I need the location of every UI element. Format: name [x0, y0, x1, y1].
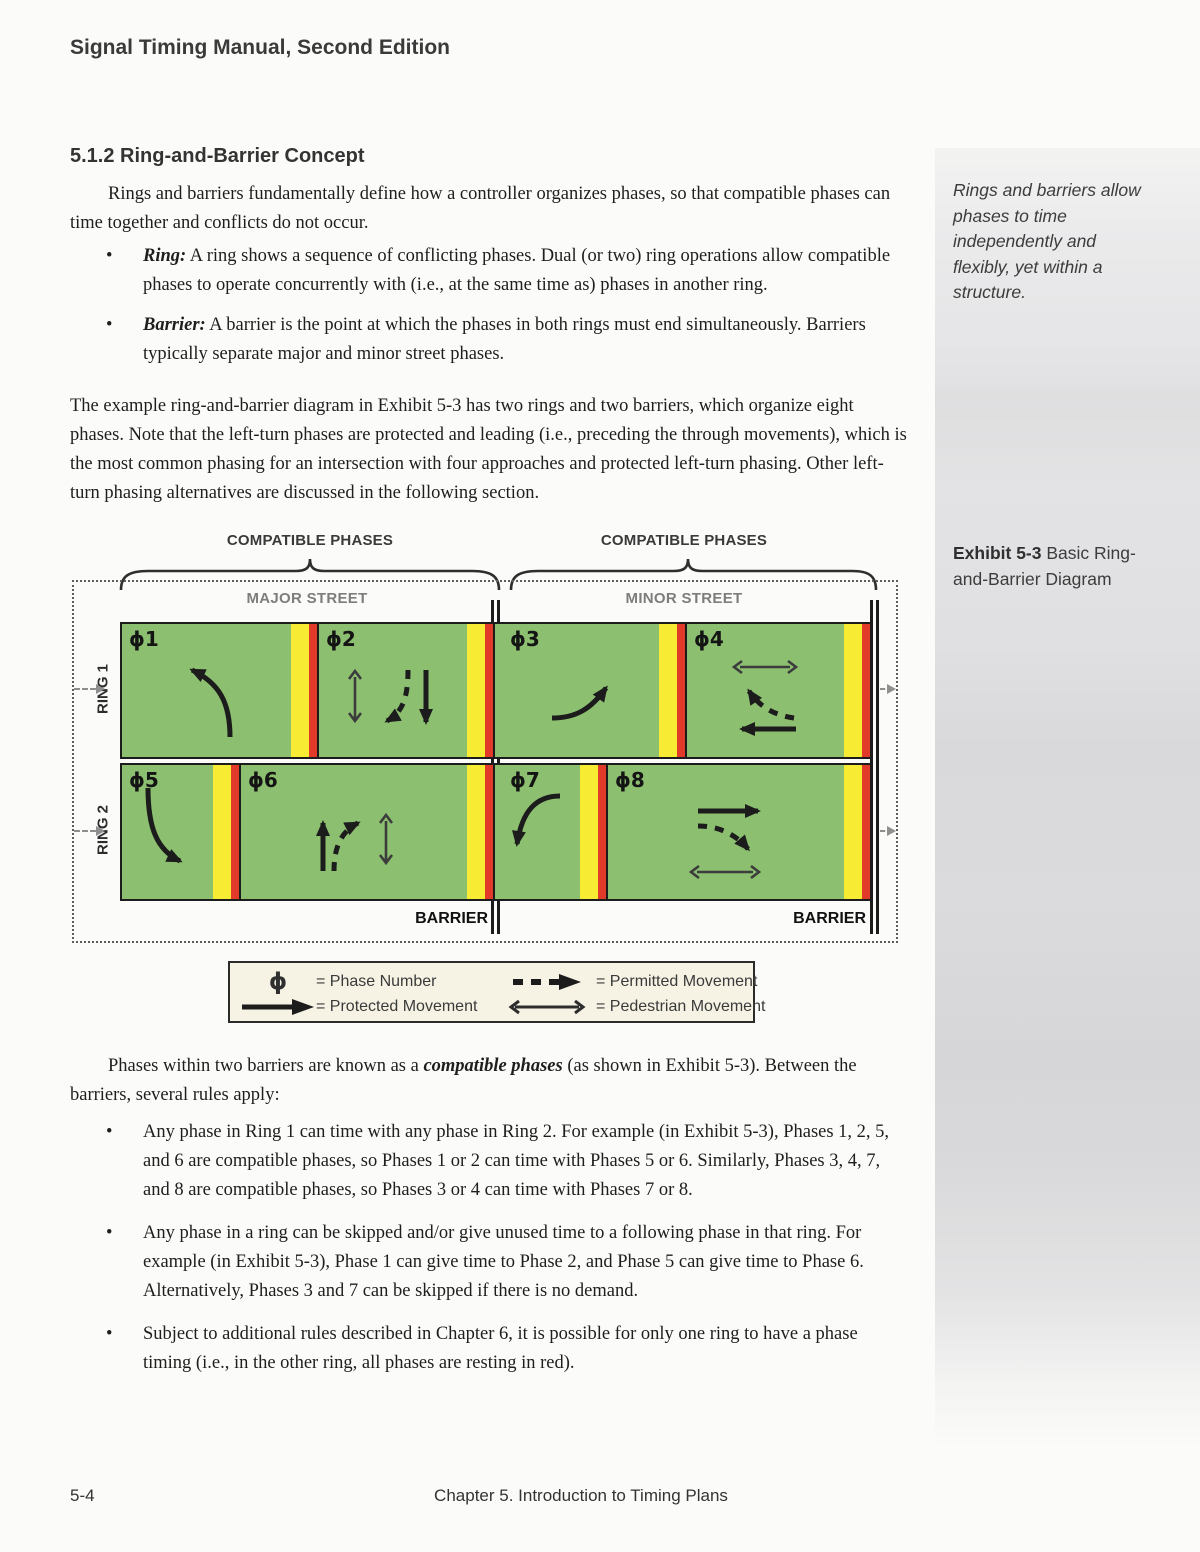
barrier-label-right: BARRIER — [793, 910, 866, 927]
loop-connector — [74, 688, 96, 690]
compatible-phases-label-left: COMPATIBLE PHASES — [226, 532, 394, 549]
example-paragraph: The example ring-and-barrier diagram in Exhibit 5-3 has two rings and two barriers, which organize eight phases. Note that the left-turn phases are protected and leading (i.e., preceding the through movements), which is the most common phasing for an intersection with four approaches and protected left-turn phasing. Other left-turn phasing alternatives are discussed in the following section. — [70, 396, 907, 503]
phase4-cell — [687, 624, 870, 757]
ring-and-barrier-diagram — [70, 530, 906, 955]
loop-arrow-icon — [887, 826, 896, 836]
intro-paragraph: Rings and barriers fundamentally define how a controller organizes phases, so that compatible phases can time together and conflicts do not occur. — [70, 184, 891, 233]
red-interval-stripe — [485, 765, 493, 899]
phi-symbol: ϕ — [268, 968, 288, 995]
red-interval-stripe — [677, 624, 685, 757]
term-barrier: Barrier: — [143, 315, 206, 335]
yellow-interval-stripe — [659, 624, 677, 757]
phase7-label: ϕ7 — [510, 768, 540, 792]
rules-intro-post: (as shown in Exhibit 5-3). Between the barriers, several rules apply: — [70, 1056, 857, 1105]
minor-street-label: MINOR STREET — [625, 590, 743, 607]
loop-arrow-icon — [96, 684, 105, 694]
phase3-label: ϕ3 — [510, 627, 540, 651]
page-number: 5-4 — [70, 1486, 95, 1505]
yellow-interval-stripe — [467, 624, 485, 757]
document-title: Signal Timing Manual, Second Edition — [70, 36, 450, 59]
definition-list — [70, 242, 908, 380]
red-interval-stripe — [862, 624, 870, 757]
term-ring: Ring: — [143, 246, 187, 266]
legend-permitted: = Permitted Movement — [596, 972, 758, 990]
phase7-cell — [503, 765, 608, 899]
protected-arrow-icon — [240, 998, 316, 1016]
rule-2-text: Any phase in a ring can be skipped and/or give unused time to a following phase in that ring. For example (in Exhibit 5-3), Phase 1 can give time to Phase 2, and Phase 5 can give time to Phase 6. Alternatively, Phases 3 and 7 can be skipped if there is no demand. — [143, 1223, 864, 1301]
ring1-row — [120, 622, 872, 759]
list-item — [70, 242, 908, 300]
loop-arrow-icon — [887, 684, 896, 694]
legend-box — [228, 961, 766, 1023]
phase1-label: ϕ1 — [129, 627, 159, 651]
barrier-line-right-2 — [876, 600, 879, 934]
exhibit-caption-title: Basic Ring-and-Barrier Diagram — [953, 543, 1136, 589]
ring2-label: RING 2 — [94, 804, 112, 856]
yellow-interval-stripe — [844, 765, 862, 899]
exhibit-caption-number: Exhibit 5-3 — [953, 543, 1042, 563]
sidebar-gradient-column — [935, 148, 1200, 1448]
yellow-interval-stripe — [467, 765, 485, 899]
exhibit-caption — [953, 540, 1168, 592]
yellow-interval-stripe — [213, 765, 231, 899]
rules-intro-paragraph — [70, 1052, 908, 1110]
term-ring-text: A ring shows a sequence of conflicting phases. Dual (or two) ring operations allow compatible phases to operate concurrently with (i.e., at the same time as) phases in another ring. — [143, 246, 891, 295]
legend-protected: = Protected Movement — [316, 997, 478, 1015]
ring1-label: RING 1 — [94, 663, 112, 715]
term-barrier-text: A barrier is the point at which the phases in both rings must end simultaneously. Barriers typically separate major and minor street phases. — [143, 315, 866, 364]
phase3-cell — [503, 624, 687, 757]
phase2-cell — [319, 624, 495, 757]
legend-phase-number: = Phase Number — [316, 972, 437, 990]
margin-note: Rings and barriers allow phases to time independently and flexibly, yet within a structure. — [953, 180, 1141, 302]
rule-1-text: Any phase in Ring 1 can time with any phase in Ring 2. For example (in Exhibit 5-3), Phases 1, 2, 5, and 6 are compatible phases, so Phases 1 or 2 can time with Phases 5 or 6. Similarly, Phases 3, 4, 7, and 8 are compatible phases, so Phases 3 or 4 can time with Phases 7 or 8. — [143, 1122, 890, 1200]
pedestrian-arrow-icon — [500, 998, 596, 1016]
list-item — [70, 1219, 908, 1306]
legend-pedestrian: = Pedestrian Movement — [596, 997, 766, 1015]
chapter-footer: Chapter 5. Introduction to Timing Plans — [434, 1486, 728, 1505]
phase8-label: ϕ8 — [615, 768, 645, 792]
red-interval-stripe — [598, 765, 606, 899]
rules-intro-pre: Phases within two barriers are known as a — [108, 1056, 424, 1076]
list-item — [70, 311, 908, 369]
phase6-cell — [241, 765, 495, 899]
red-interval-stripe — [485, 624, 493, 757]
red-interval-stripe — [309, 624, 317, 757]
yellow-interval-stripe — [844, 624, 862, 757]
major-street-label: MAJOR STREET — [246, 590, 368, 607]
compatible-phases-label-right: COMPATIBLE PHASES — [600, 532, 768, 549]
list-item — [70, 1320, 908, 1378]
list-item — [70, 1118, 908, 1205]
permitted-arrow-icon — [500, 973, 596, 991]
yellow-interval-stripe — [580, 765, 598, 899]
red-interval-stripe — [231, 765, 239, 899]
phase2-label: ϕ2 — [326, 627, 356, 651]
phase5-label: ϕ5 — [129, 768, 159, 792]
rule-3-text: Subject to additional rules described in Chapter 6, it is possible for only one ring to have a phase timing (i.e., in the other ring, all phases are resting in red). — [143, 1324, 858, 1373]
phase1-cell — [122, 624, 319, 757]
yellow-interval-stripe — [291, 624, 309, 757]
red-interval-stripe — [862, 765, 870, 899]
ring2-row — [120, 763, 872, 901]
phase4-label: ϕ4 — [694, 627, 724, 651]
phase5-cell — [122, 765, 241, 899]
section-heading: 5.1.2 Ring-and-Barrier Concept — [70, 145, 365, 167]
barrier-label-center: BARRIER — [415, 910, 488, 927]
loop-arrow-icon — [96, 826, 105, 836]
rules-list — [70, 1118, 908, 1389]
rules-intro-emphasis: compatible phases — [423, 1056, 563, 1076]
loop-connector — [74, 830, 96, 832]
phase8-cell — [608, 765, 870, 899]
phase6-label: ϕ6 — [248, 768, 278, 792]
